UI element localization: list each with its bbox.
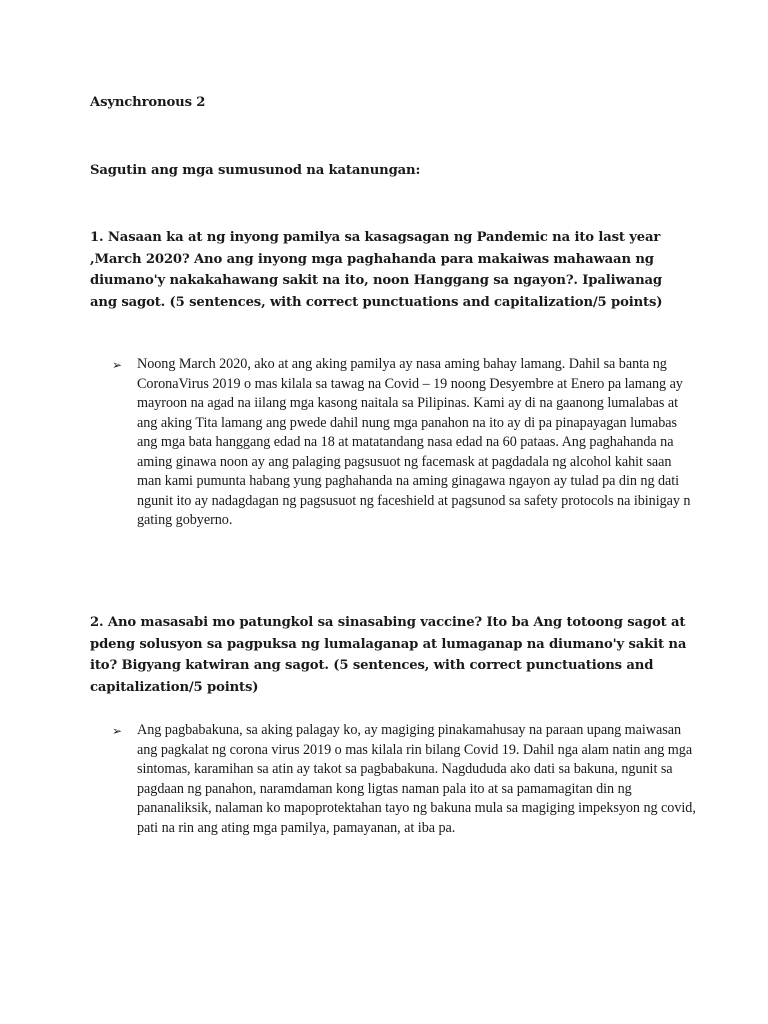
arrow-bullet-icon: ➢ — [112, 358, 123, 372]
question-1: 1. Nasaan ka at ng inyong pamilya sa kasagsagan ng Pandemic na ito last year ,March 2020? Ano ang inyong mga paghahanda para makaiwas mahawaan ng diumano'y nakakahawang sakit na ito, noon Hanggang sa ngayon?. Ipaliwanag ang sagot. (5 sentences, with correct punctuations and capitalization/5 points) — [90, 230, 663, 310]
instruction-text: Sagutin ang mga sumusunod na katanungan: — [90, 163, 421, 178]
question-2: 2. Ano masasabi mo patungkol sa sinasabing vaccine? Ito ba Ang totoong sagot at pdeng solusyon sa pagpuksa ng lumalaganap at lumaganap na diumano'y sakit na ito? Bigyang katwiran ang sagot. (5 sentences, with correct punctuations and capitalization/5 points) — [90, 615, 687, 695]
document-heading: Asynchronous 2 — [90, 95, 206, 110]
arrow-bullet-icon: ➢ — [112, 724, 123, 738]
answer-2-item — [112, 721, 712, 838]
answer-2-text: Ang pagbabakuna, sa aking palagay ko, ay magiging pinakamahusay na paraan upang maiwasan ang pagkalat ng corona virus 2019 o mas kilala rin bilang Covid 19. Dahil nga alam natin ang mga sintomas, karamihan sa atin ay takot sa pagbabakuna. Nagdududa ako dati sa bakuna, ngunit sa pagdaan ng panahon, naramdaman kong ligtas naman pala ito at sa pamamagitan din ng pananaliksik, nalaman ko mapoprotektahan tayo ng bakuna mula sa magiging impeksyon ng covid, pati na rin ang ating mga pamilya, pamayanan, at iba pa. — [137, 722, 696, 836]
answer-1-text: Noong March 2020, ako at ang aking pamilya ay nasa aming bahay lamang. Dahil sa banta ng CoronaVirus 2019 o mas kilala sa tawag na Covid – 19 noong Desyembre at Enero pa lamang ay mayroon na agad na iilang mga kasong naitala sa Pilipinas. Kami ay di na gaanong lumalabas at ang aking Tita lamang ang pwede dahil nung mga panahon na ito ay di pa pinapayagan lumabas ang mga bata hanggang edad na 18 at matatandang nasa edad na 60 pataas. Ang paghahanda na aming ginawa noon ay ang palaging pagsusuot ng facemask at pagdadala ng alcohol kahit saan man kami pumunta habang yung paghahanda na aming ginagawa ngayon ay tulad pa din ng dati ngunit ito ay nadagdagan ng pagsusuot ng faceshield at pagsunod sa safety protocols na ibinigay n gating gobyerno. — [137, 356, 691, 528]
answer-1-item — [112, 355, 712, 531]
